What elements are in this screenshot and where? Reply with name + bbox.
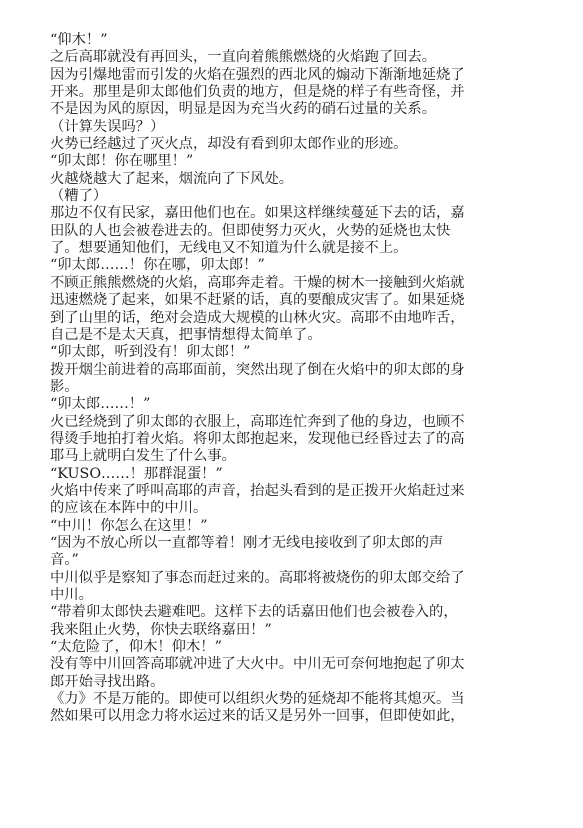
text-line: 耶马上就明白发生了什么事。: [50, 448, 236, 465]
text-line: 火焰中传来了呼叫高耶的声音，抬起头看到的是正拨开火焰赶过来: [50, 482, 465, 499]
text-line: 没有等中川回答高耶就冲进了大火中。中川无可奈何地抱起了卯太: [50, 656, 465, 673]
text-line: 火势已经越过了灭火点，却没有看到卯太郎作业的形迹。: [50, 136, 408, 153]
text-line: 自己是不是太天真，把事情想得太简单了。: [50, 326, 322, 343]
text-line: 然如果可以用念力将水运过来的话又是另外一回事，但即使如此，: [50, 708, 465, 725]
text-line: “带着卯太郎快去避难吧。这样下去的话嘉田他们也会被卷入的，: [50, 604, 458, 621]
text-line: 火越烧越大了起来，烟流向了下风处。: [50, 170, 294, 187]
text-line: 不顾正熊熊燃烧的火焰，高耶奔走着。干燥的树木一接触到火焰就: [50, 274, 465, 291]
text-line: 不是因为风的原因，明显是因为充当火药的硝石过量的关系。: [50, 101, 437, 118]
text-line: 拨开烟尘前进着的高耶面前，突然出现了倒在火焰中的卯太郎的身: [50, 361, 465, 378]
text-line: 开来。那里是卯太郎他们负责的地方，但是烧的样子有些奇怪，并: [50, 84, 465, 101]
text-line: 我来阻止火势，你快去联络嘉田！”: [50, 621, 272, 638]
text-line: （糟了）: [50, 188, 108, 205]
text-line: “卯太郎……！”: [50, 396, 151, 413]
text-line: “太危险了，仰木！仰木！”: [50, 639, 222, 656]
text-line: 火已经烧到了卯太郎的衣服上，高耶连忙奔到了他的身边，也顾不: [50, 413, 465, 430]
text-line: “KUSO……！那群混蛋！”: [50, 465, 223, 482]
text-line: “卯太郎……！你在哪，卯太郎！”: [50, 257, 265, 274]
text-line: 迅速燃烧了起来，如果不赶紧的话，真的要酿成灾害了。如果延烧: [50, 292, 465, 309]
text-line: “仰木！”: [50, 32, 108, 48]
text-line: 中川似乎是察知了事态而赶过来的。高耶将被烧伤的卯太郎交给了: [50, 569, 465, 586]
text-line: “卯太郎！你在哪里！”: [50, 153, 194, 170]
text-line: 郎开始寻找出路。: [50, 673, 165, 690]
text-line: 得烫手地拍打着火焰。将卯太郎抱起来，发现他已经昏过去了的高: [50, 430, 465, 447]
text-line: 田队的人也会被卷进去的。但即使努力灭火，火势的延烧也太快: [50, 222, 451, 239]
text-line: 那边不仅有民家，嘉田他们也在。如果这样继续蔓延下去的话，嘉: [50, 205, 465, 222]
text-line: （计算失误吗？）: [50, 118, 165, 135]
text-line: 《力》不是万能的。即使可以组织火势的延烧却不能将其熄灭。当: [50, 691, 465, 708]
text-line: “中川！你怎么在这里！”: [50, 517, 208, 534]
text-line: 的应该在本阵中的中川。: [50, 500, 208, 517]
text-line: 之后高耶就没有再回头，一直向着熊熊燃烧的火焰跑了回去。: [50, 49, 437, 66]
text-line: 影。: [50, 378, 79, 395]
text-line: 中川。: [50, 587, 93, 603]
text-line: 到了山里的话，绝对会造成大规模的山林火灾。高耶不由地咋舌，: [50, 309, 465, 326]
text-line: “卯太郎，听到没有！卯太郎！”: [50, 344, 251, 361]
text-line: 音。”: [50, 552, 79, 569]
text-line: 因为引爆地雷而引发的火焰在强烈的西北风的煽动下渐渐地延烧了: [50, 66, 465, 83]
text-line: “因为不放心所以一直都等着！刚才无线电接收到了卯太郎的声: [50, 534, 444, 551]
text-line: 了。想要通知他们，无线电又不知道为什么就是接不上。: [50, 240, 408, 257]
